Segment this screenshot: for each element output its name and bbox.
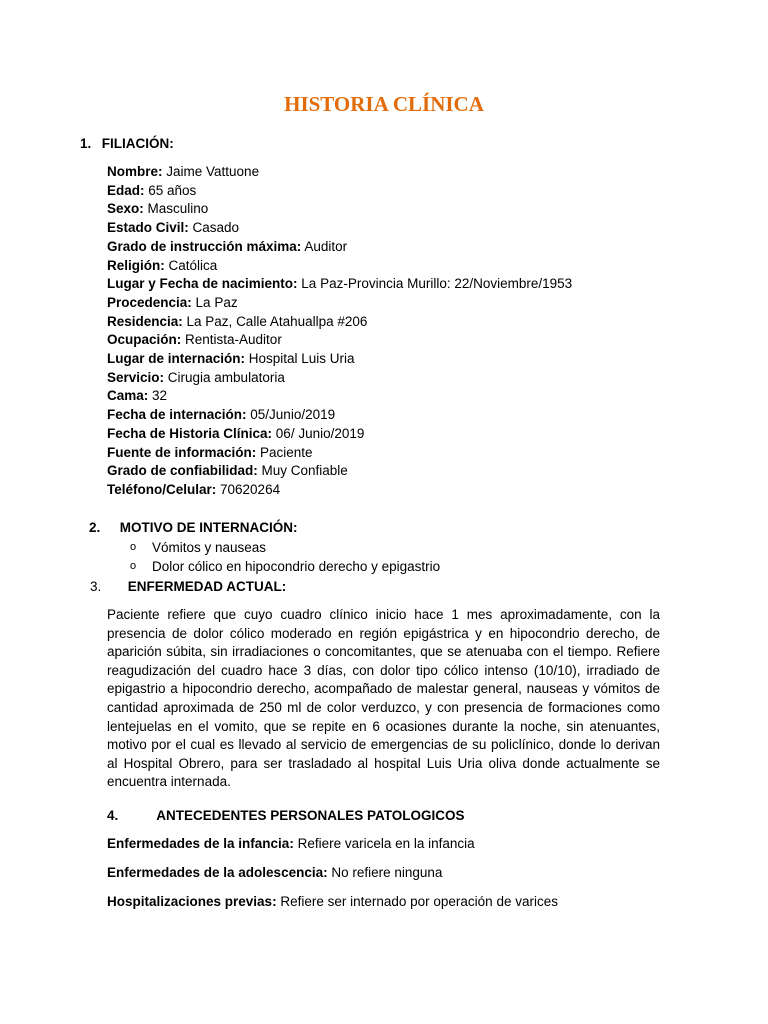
section-number: 4.	[107, 808, 119, 823]
field-residencia: Residencia: La Paz, Calle Atahuallpa #206	[107, 313, 368, 329]
antecedente-infancia: Enfermedades de la infancia: Refiere varicela en la infancia	[107, 836, 475, 851]
field-fuente-informacion: Fuente de información: Paciente	[107, 444, 313, 460]
field-cama: Cama: 32	[107, 388, 168, 404]
section-number: 1.	[80, 136, 92, 151]
antecedente-adolescencia: Enfermedades de la adolescencia: No refiere ninguna	[107, 865, 443, 880]
bullet-marker: o	[130, 560, 137, 572]
antecedente-hospitalizaciones: Hospitalizaciones previas: Refiere ser internado por operación de varices	[107, 894, 558, 909]
section-label: ENFERMEDAD ACTUAL:	[127, 579, 287, 594]
section-number: 2.	[89, 520, 101, 535]
field-grado-instruccion: Grado de instrucción máxima: Auditor	[107, 238, 348, 254]
section-label: MOTIVO DE INTERNACIÓN:	[119, 520, 298, 535]
field-estado-civil: Estado Civil: Casado	[107, 220, 240, 236]
field-lugar-internacion: Lugar de internación: Hospital Luis Uria	[107, 351, 355, 367]
field-servicio: Servicio: Cirugia ambulatoria	[107, 369, 285, 385]
field-telefono-celular: Teléfono/Celular: 70620264	[107, 481, 281, 497]
field-procedencia: Procedencia: La Paz	[107, 294, 238, 310]
field-sexo: Sexo: Masculino	[107, 201, 209, 217]
enfermedad-actual-paragraph: Paciente refiere que cuyo cuadro clínico inicio hace 1 mes aproximadamente, con la presencia de dolor cólico moderado en región epigástrica y en hipocondrio derecho, de aparición súbita, sin irradiaciones o concomitantes, que se atenuaba con el tiempo. Refiere reagudización del cuadro hace 3 días, con dolor tipo cólico intenso (10/10), irradiado de epigastrio a hipocondrio derecho, acompañado de malestar general, nauseas y vómitos de cantidad aproximada de 250 ml de color verduzco, y con presencia de formaciones como lentejuelas en el vomito, que se repite en 6 ocasiones durante la noche, sin atenuantes, motivo por el cual es llevado al servicio de emergencias de su policlínico, donde lo derivan al Hospital Obrero, para ser trasladado al hospital Luis Uria oliva donde actualmente se encuentra internada.	[107, 607, 660, 790]
section-label: ANTECEDENTES PERSONALES PATOLOGICOS	[156, 808, 465, 823]
section-heading-enfermedad-actual	[90, 579, 286, 594]
section-label: FILIACIÓN:	[101, 136, 174, 151]
bullet-marker: o	[130, 541, 137, 553]
section-number: 3.	[90, 579, 102, 594]
field-edad: Edad: 65 años	[107, 182, 197, 198]
section-heading-antecedentes	[107, 808, 465, 823]
motivo-list	[130, 538, 440, 576]
filiacion-list	[107, 163, 572, 500]
field-fecha-historia-clinica: Fecha de Historia Clínica: 06/ Junio/2019	[107, 425, 365, 441]
section-heading-motivo	[89, 520, 298, 535]
field-fecha-internacion: Fecha de internación: 05/Junio/2019	[107, 407, 336, 423]
document-title: HISTORIA CLÍNICA	[284, 92, 484, 116]
list-item: o Vómitos y nauseas	[130, 540, 267, 555]
list-item: o Dolor cólico en hipocondrio derecho y epigastrio	[130, 559, 441, 574]
field-grado-confiabilidad: Grado de confiabilidad: Muy Confiable	[107, 463, 348, 479]
section-heading-filiacion	[80, 136, 174, 151]
field-ocupacion: Ocupación: Rentista-Auditor	[107, 332, 282, 348]
field-religion: Religión: Católica	[107, 257, 218, 273]
field-nombre: Nombre: Jaime Vattuone	[107, 164, 260, 179]
field-lugar-fecha-nacimiento: Lugar y Fecha de nacimiento: La Paz-Provincia Murillo: 22/Noviembre/1953	[107, 276, 573, 292]
